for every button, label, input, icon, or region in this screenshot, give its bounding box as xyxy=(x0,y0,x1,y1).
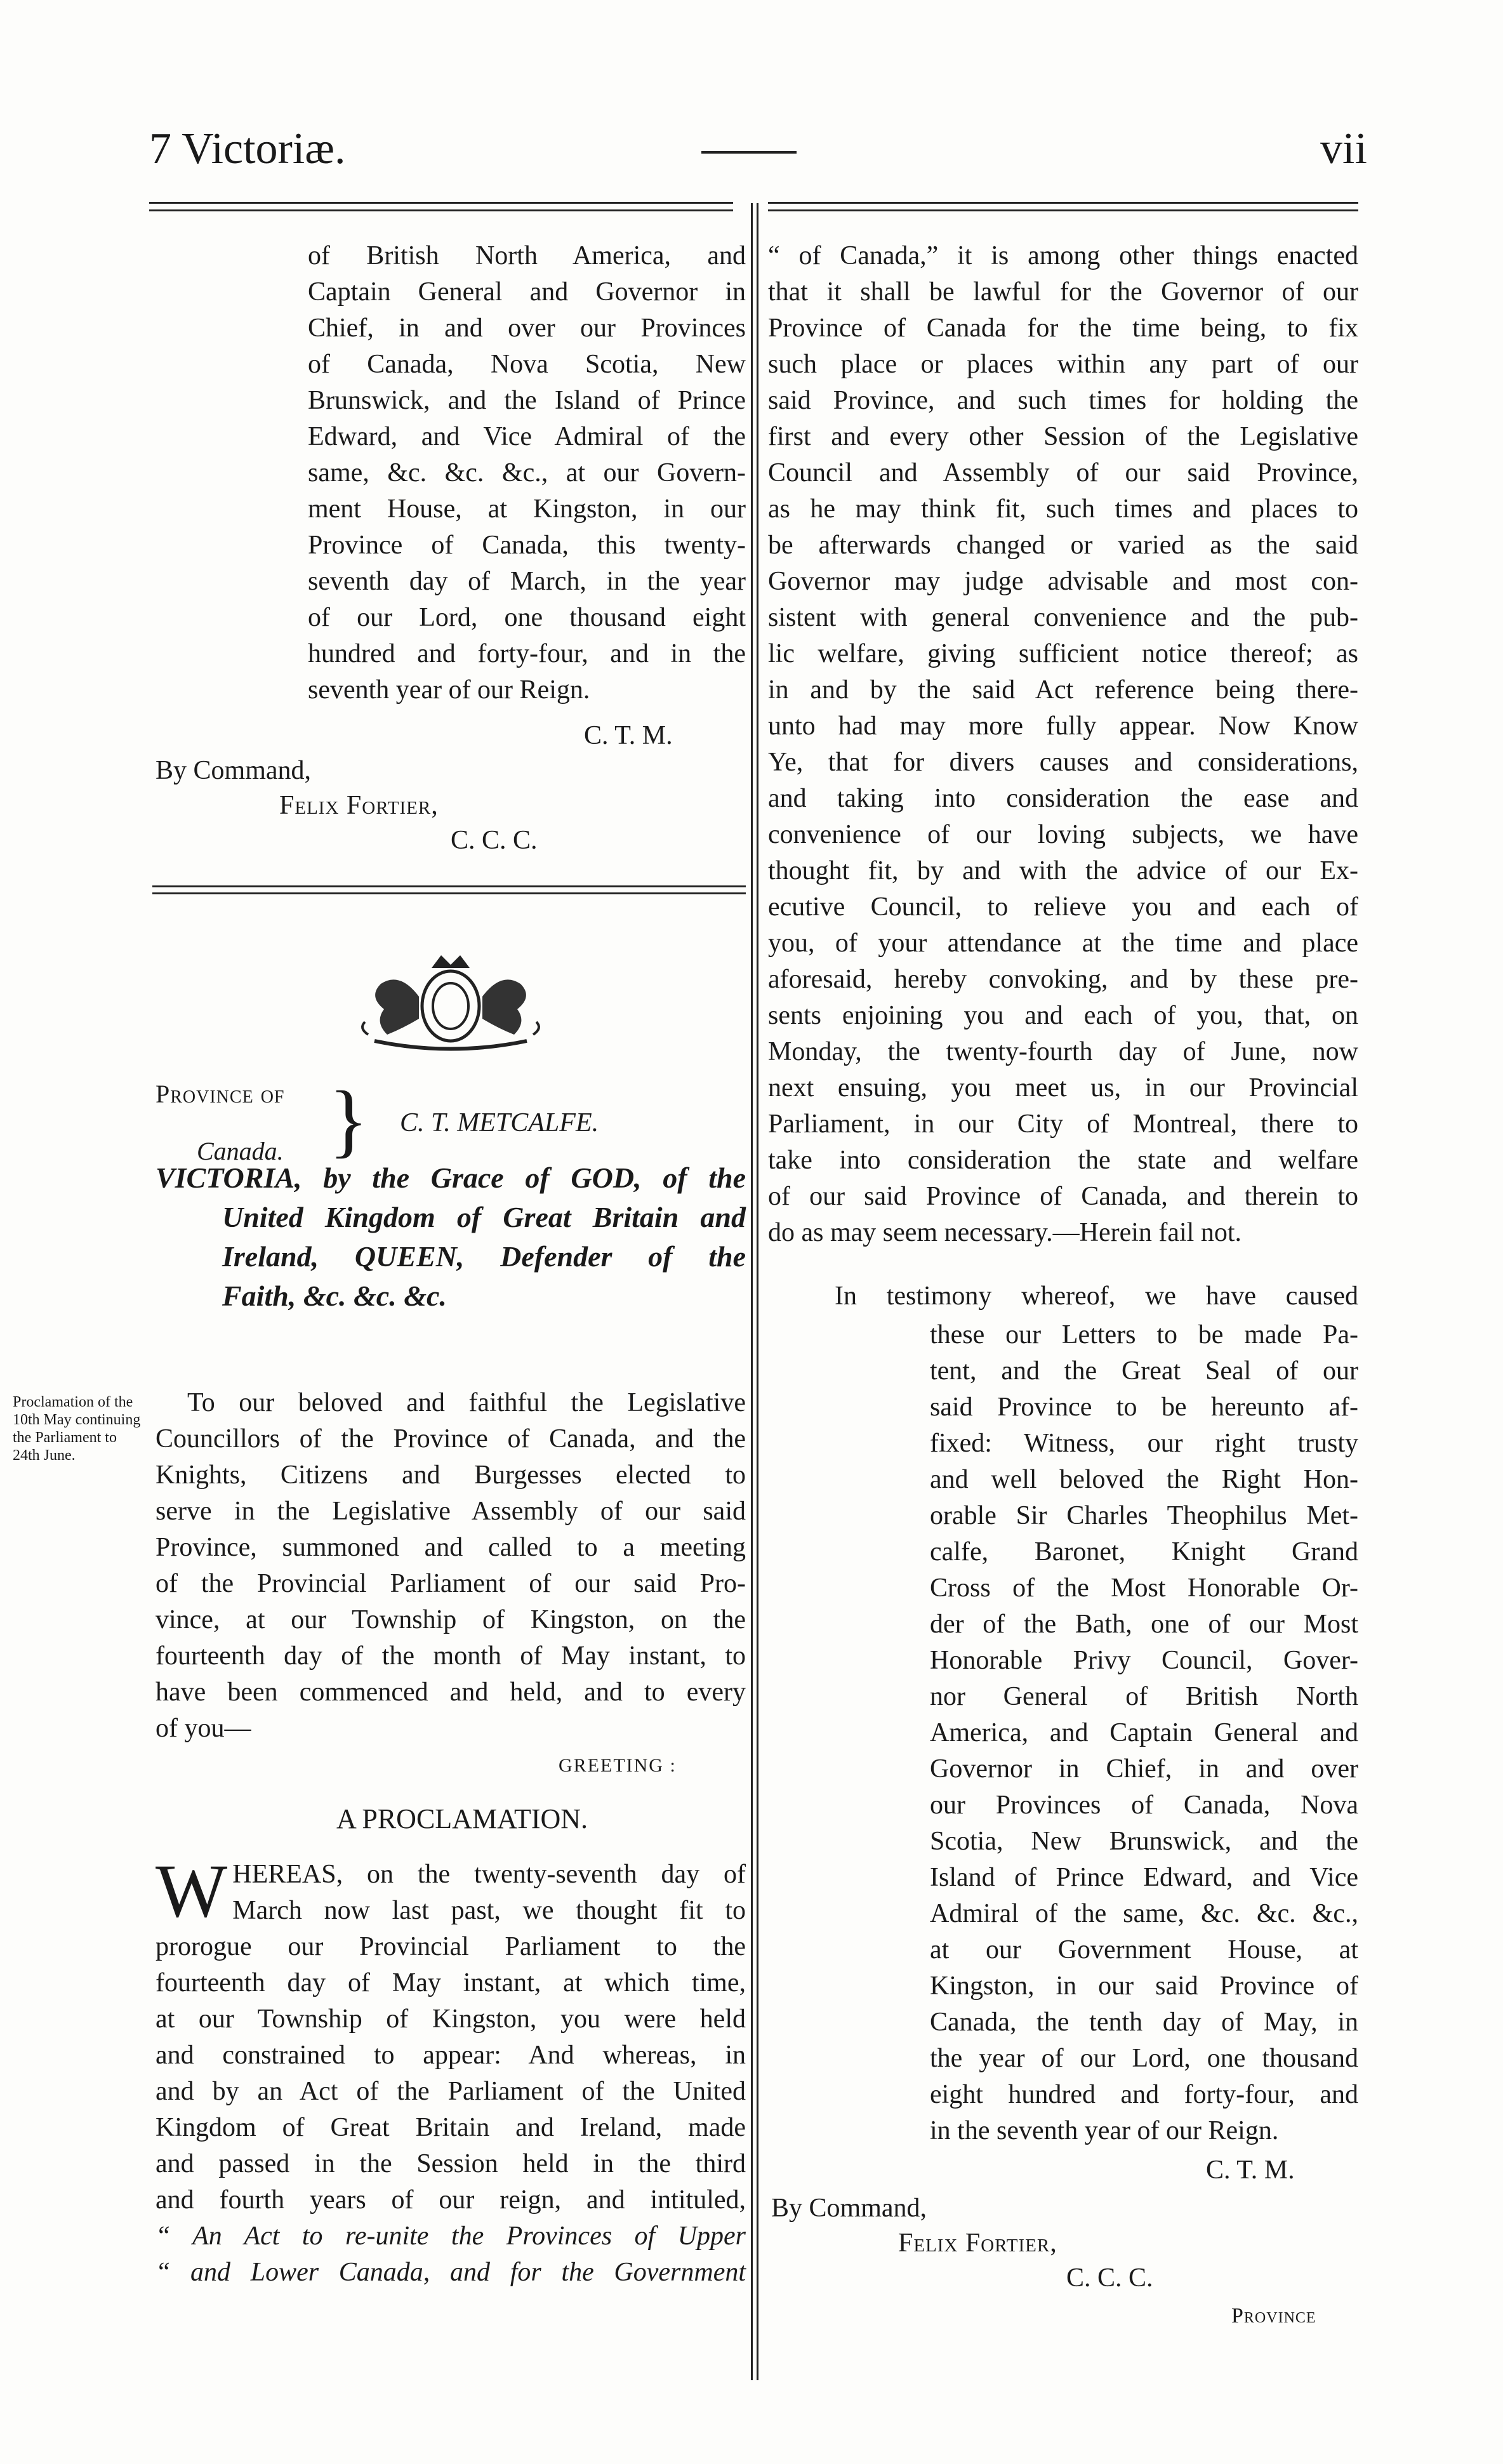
text-line: Captain General and Governor in xyxy=(308,277,746,307)
section-rule xyxy=(152,885,746,887)
text-line: orable Sir Charles Theophilus Met- xyxy=(930,1501,1358,1530)
text-line: America, and Captain General and xyxy=(930,1718,1358,1747)
text-line: prorogue our Provincial Parliament to the xyxy=(156,1932,746,1961)
text-line: Canada, the tenth day of May, in xyxy=(930,2008,1358,2037)
province-of-label: Province of xyxy=(156,1080,285,1108)
text-line: next ensuing, you meet us, in our Provincial xyxy=(768,1073,1358,1103)
text-line: and constrained to appear: And whereas, in xyxy=(156,2041,746,2070)
text-line: take into consideration the state and welfare xyxy=(768,1146,1358,1175)
text-line: sistent with general convenience and the pub- xyxy=(768,603,1358,632)
text-line: unto had may more fully appear. Now Know xyxy=(768,712,1358,741)
text-line: vince, at our Township of Kingston, on the xyxy=(156,1605,746,1634)
text-line: tent, and the Great Seal of our xyxy=(930,1356,1358,1386)
text-line: “ of Canada,” it is among other things enacted xyxy=(768,241,1358,270)
secretary-name-right: Felix Fortier, xyxy=(898,2229,1057,2258)
column-divider-2 xyxy=(757,203,758,2380)
governor-name: C. T. METCALFE. xyxy=(400,1108,599,1137)
text-line: eight hundred and forty-four, and xyxy=(930,2080,1358,2109)
text-line: and passed in the Session held in the third xyxy=(156,2149,746,2178)
text-line: Province of Canada for the time being, to fix xyxy=(768,314,1358,343)
section-rule-2 xyxy=(152,892,746,894)
by-command: By Command, xyxy=(156,756,312,785)
secretary-title: C. C. C. xyxy=(451,826,538,855)
brace-icon: } xyxy=(329,1075,369,1166)
text-line: “ and Lower Canada, and for the Government xyxy=(156,2258,746,2287)
text-line: Province of Canada, this twenty- xyxy=(308,531,746,560)
text-line: Kingston, in our said Province of xyxy=(930,1971,1358,2001)
text-line: Councillors of the Province of Canada, and the xyxy=(156,1424,746,1454)
text-line: Edward, and Vice Admiral of the xyxy=(308,422,746,451)
text-line: serve in the Legislative Assembly of our said xyxy=(156,1497,746,1526)
text-line: Monday, the twenty-fourth day of June, now xyxy=(768,1037,1358,1066)
text-line: Chief, in and over our Provinces xyxy=(308,314,746,343)
text-line: of our Lord, one thousand eight xyxy=(308,603,746,632)
text-line: said Province to be hereunto af- xyxy=(930,1393,1358,1422)
right-body xyxy=(768,238,1358,1251)
margin-note: Proclamation of the 10th May continuing the Parliament to 24th June. xyxy=(13,1394,141,1464)
text-line: seventh year of our Reign. xyxy=(308,675,590,705)
text-line: Ireland, QUEEN, Defender of the xyxy=(222,1240,746,1273)
running-head-title: 7 Victoriæ. xyxy=(149,124,346,173)
text-line: and taking into consideration the ease and xyxy=(768,784,1358,813)
left-continuation xyxy=(308,238,746,708)
text-line: these our Letters to be made Pa- xyxy=(930,1320,1358,1349)
text-line: convenience of our loving subjects, we have xyxy=(768,820,1358,849)
text-line: sents enjoining you and each of you, that, on xyxy=(768,1001,1358,1030)
text-line: Knights, Citizens and Burgesses elected to xyxy=(156,1461,746,1490)
text-line: fixed: Witness, our right trusty xyxy=(930,1429,1358,1458)
text-line: aforesaid, hereby convoking, and by these pre- xyxy=(768,965,1358,994)
text-line: hundred and forty-four, and in the xyxy=(308,639,746,668)
text-line: as he may think fit, such times and places to xyxy=(768,494,1358,524)
text-line: To our beloved and faithful the Legislative xyxy=(187,1388,746,1417)
text-line: ecutive Council, to relieve you and each of xyxy=(768,892,1358,922)
top-rule-right-2 xyxy=(768,209,1358,211)
text-line: der of the Bath, one of our Most xyxy=(930,1610,1358,1639)
royal-arms-crest-icon xyxy=(355,946,546,1054)
text-line: Faith, &c. &c. &c. xyxy=(222,1280,447,1312)
greeting: GREETING : xyxy=(559,1755,677,1776)
text-line: do as may seem necessary.—Herein fail not. xyxy=(768,1218,1242,1247)
text-line: you, of your attendance at the time and place xyxy=(768,929,1358,958)
top-rule-left-2 xyxy=(149,209,733,211)
text-line: HEREAS, on the twenty-seventh day of xyxy=(232,1860,746,1889)
text-line: nor General of British North xyxy=(930,1682,1358,1711)
testimony-first-line: In testimony whereof, we have caused xyxy=(835,1282,1358,1311)
text-line: United Kingdom of Great Britain and xyxy=(222,1201,746,1233)
text-line: of you— xyxy=(156,1714,251,1743)
text-line: Brunswick, and the Island of Prince xyxy=(308,386,746,415)
secretary-name: Felix Fortier, xyxy=(279,791,439,820)
text-line: at our Government House, at xyxy=(930,1935,1358,1964)
text-line: such place or places within any part of our xyxy=(768,350,1358,379)
text-line: of our said Province of Canada, and therein to xyxy=(768,1182,1358,1211)
proclamation-title: A PROCLAMATION. xyxy=(336,1803,588,1834)
top-rule-left xyxy=(149,202,733,204)
text-line: Cross of the Most Honorable Or- xyxy=(930,1573,1358,1603)
catchword: Province xyxy=(1231,2304,1316,2328)
text-line: fourteenth day of May instant, at which time, xyxy=(156,1968,746,1997)
text-line: VICTORIA, by the Grace of GOD, of the xyxy=(156,1162,746,1194)
text-line: calfe, Baronet, Knight Grand xyxy=(930,1537,1358,1566)
text-line: of the Provincial Parliament of our said Pro- xyxy=(156,1569,746,1598)
text-line: seventh day of March, in the year xyxy=(308,567,746,596)
text-line: Island of Prince Edward, and Vice xyxy=(930,1863,1358,1892)
text-line: be afterwards changed or varied as the said xyxy=(768,531,1358,560)
text-line: first and every other Session of the Legislative xyxy=(768,422,1358,451)
text-line: have been commenced and held, and to every xyxy=(156,1678,746,1707)
text-line: Ye, that for divers causes and considerations, xyxy=(768,748,1358,777)
text-line: at our Township of Kingston, you were held xyxy=(156,2004,746,2034)
text-line: “ An Act to re-unite the Provinces of Upper xyxy=(156,2222,746,2251)
text-line: and well beloved the Right Hon- xyxy=(930,1465,1358,1494)
text-line: Province, summoned and called to a meeting xyxy=(156,1533,746,1562)
text-line: Parliament, in our City of Montreal, there to xyxy=(768,1109,1358,1139)
text-line: our Provinces of Canada, Nova xyxy=(930,1791,1358,1820)
text-line: said Province, and such times for holding the xyxy=(768,386,1358,415)
text-line: Governor may judge advisable and most con- xyxy=(768,567,1358,596)
page-number: vii xyxy=(1320,124,1367,173)
text-line: the year of our Lord, one thousand xyxy=(930,2044,1358,2073)
text-line: of British North America, and xyxy=(308,241,746,270)
text-line: in and by the said Act reference being there- xyxy=(768,675,1358,705)
by-command-right: By Command, xyxy=(771,2194,927,2223)
text-line: Kingdom of Great Britain and Ireland, made xyxy=(156,2113,746,2142)
text-line: Honorable Privy Council, Gover- xyxy=(930,1646,1358,1675)
text-line: of Canada, Nova Scotia, New xyxy=(308,350,746,379)
canada-label: Canada. xyxy=(197,1137,284,1165)
text-line: in the seventh year of our Reign. xyxy=(930,2116,1279,2145)
victoria-titles xyxy=(156,1158,746,1316)
text-line: and by an Act of the Parliament of the United xyxy=(156,2077,746,2106)
whereas-paragraph xyxy=(156,1848,746,2291)
testimony-block xyxy=(930,1317,1358,2149)
initials: C. T. M. xyxy=(584,721,673,750)
text-line: Governor in Chief, in and over xyxy=(930,1754,1358,1784)
text-line: Scotia, New Brunswick, and the xyxy=(930,1827,1358,1856)
text-line: same, &c. &c. &c., at our Govern- xyxy=(308,458,746,487)
text-line: lic welfare, giving sufficient notice thereof; as xyxy=(768,639,1358,668)
top-rule-right xyxy=(768,202,1358,204)
text-line: and fourth years of our reign, and intituled, xyxy=(156,2185,746,2215)
secretary-title-right: C. C. C. xyxy=(1066,2263,1153,2293)
text-line: March now last past, we thought fit to xyxy=(232,1896,746,1925)
text-line: ment House, at Kingston, in our xyxy=(308,494,746,524)
initials-right: C. T. M. xyxy=(1206,2156,1295,2185)
text-line: thought fit, by and with the advice of our Ex- xyxy=(768,856,1358,885)
drop-cap: W xyxy=(156,1848,228,1933)
text-line: that it shall be lawful for the Governor of our xyxy=(768,277,1358,307)
column-divider xyxy=(751,203,753,2380)
header-dash xyxy=(701,151,797,154)
text-line: Council and Assembly of our said Province, xyxy=(768,458,1358,487)
text-line: Admiral of the same, &c. &c. &c., xyxy=(930,1899,1358,1928)
text-line: fourteenth day of the month of May instant, to xyxy=(156,1641,746,1671)
address-paragraph xyxy=(156,1385,746,1747)
